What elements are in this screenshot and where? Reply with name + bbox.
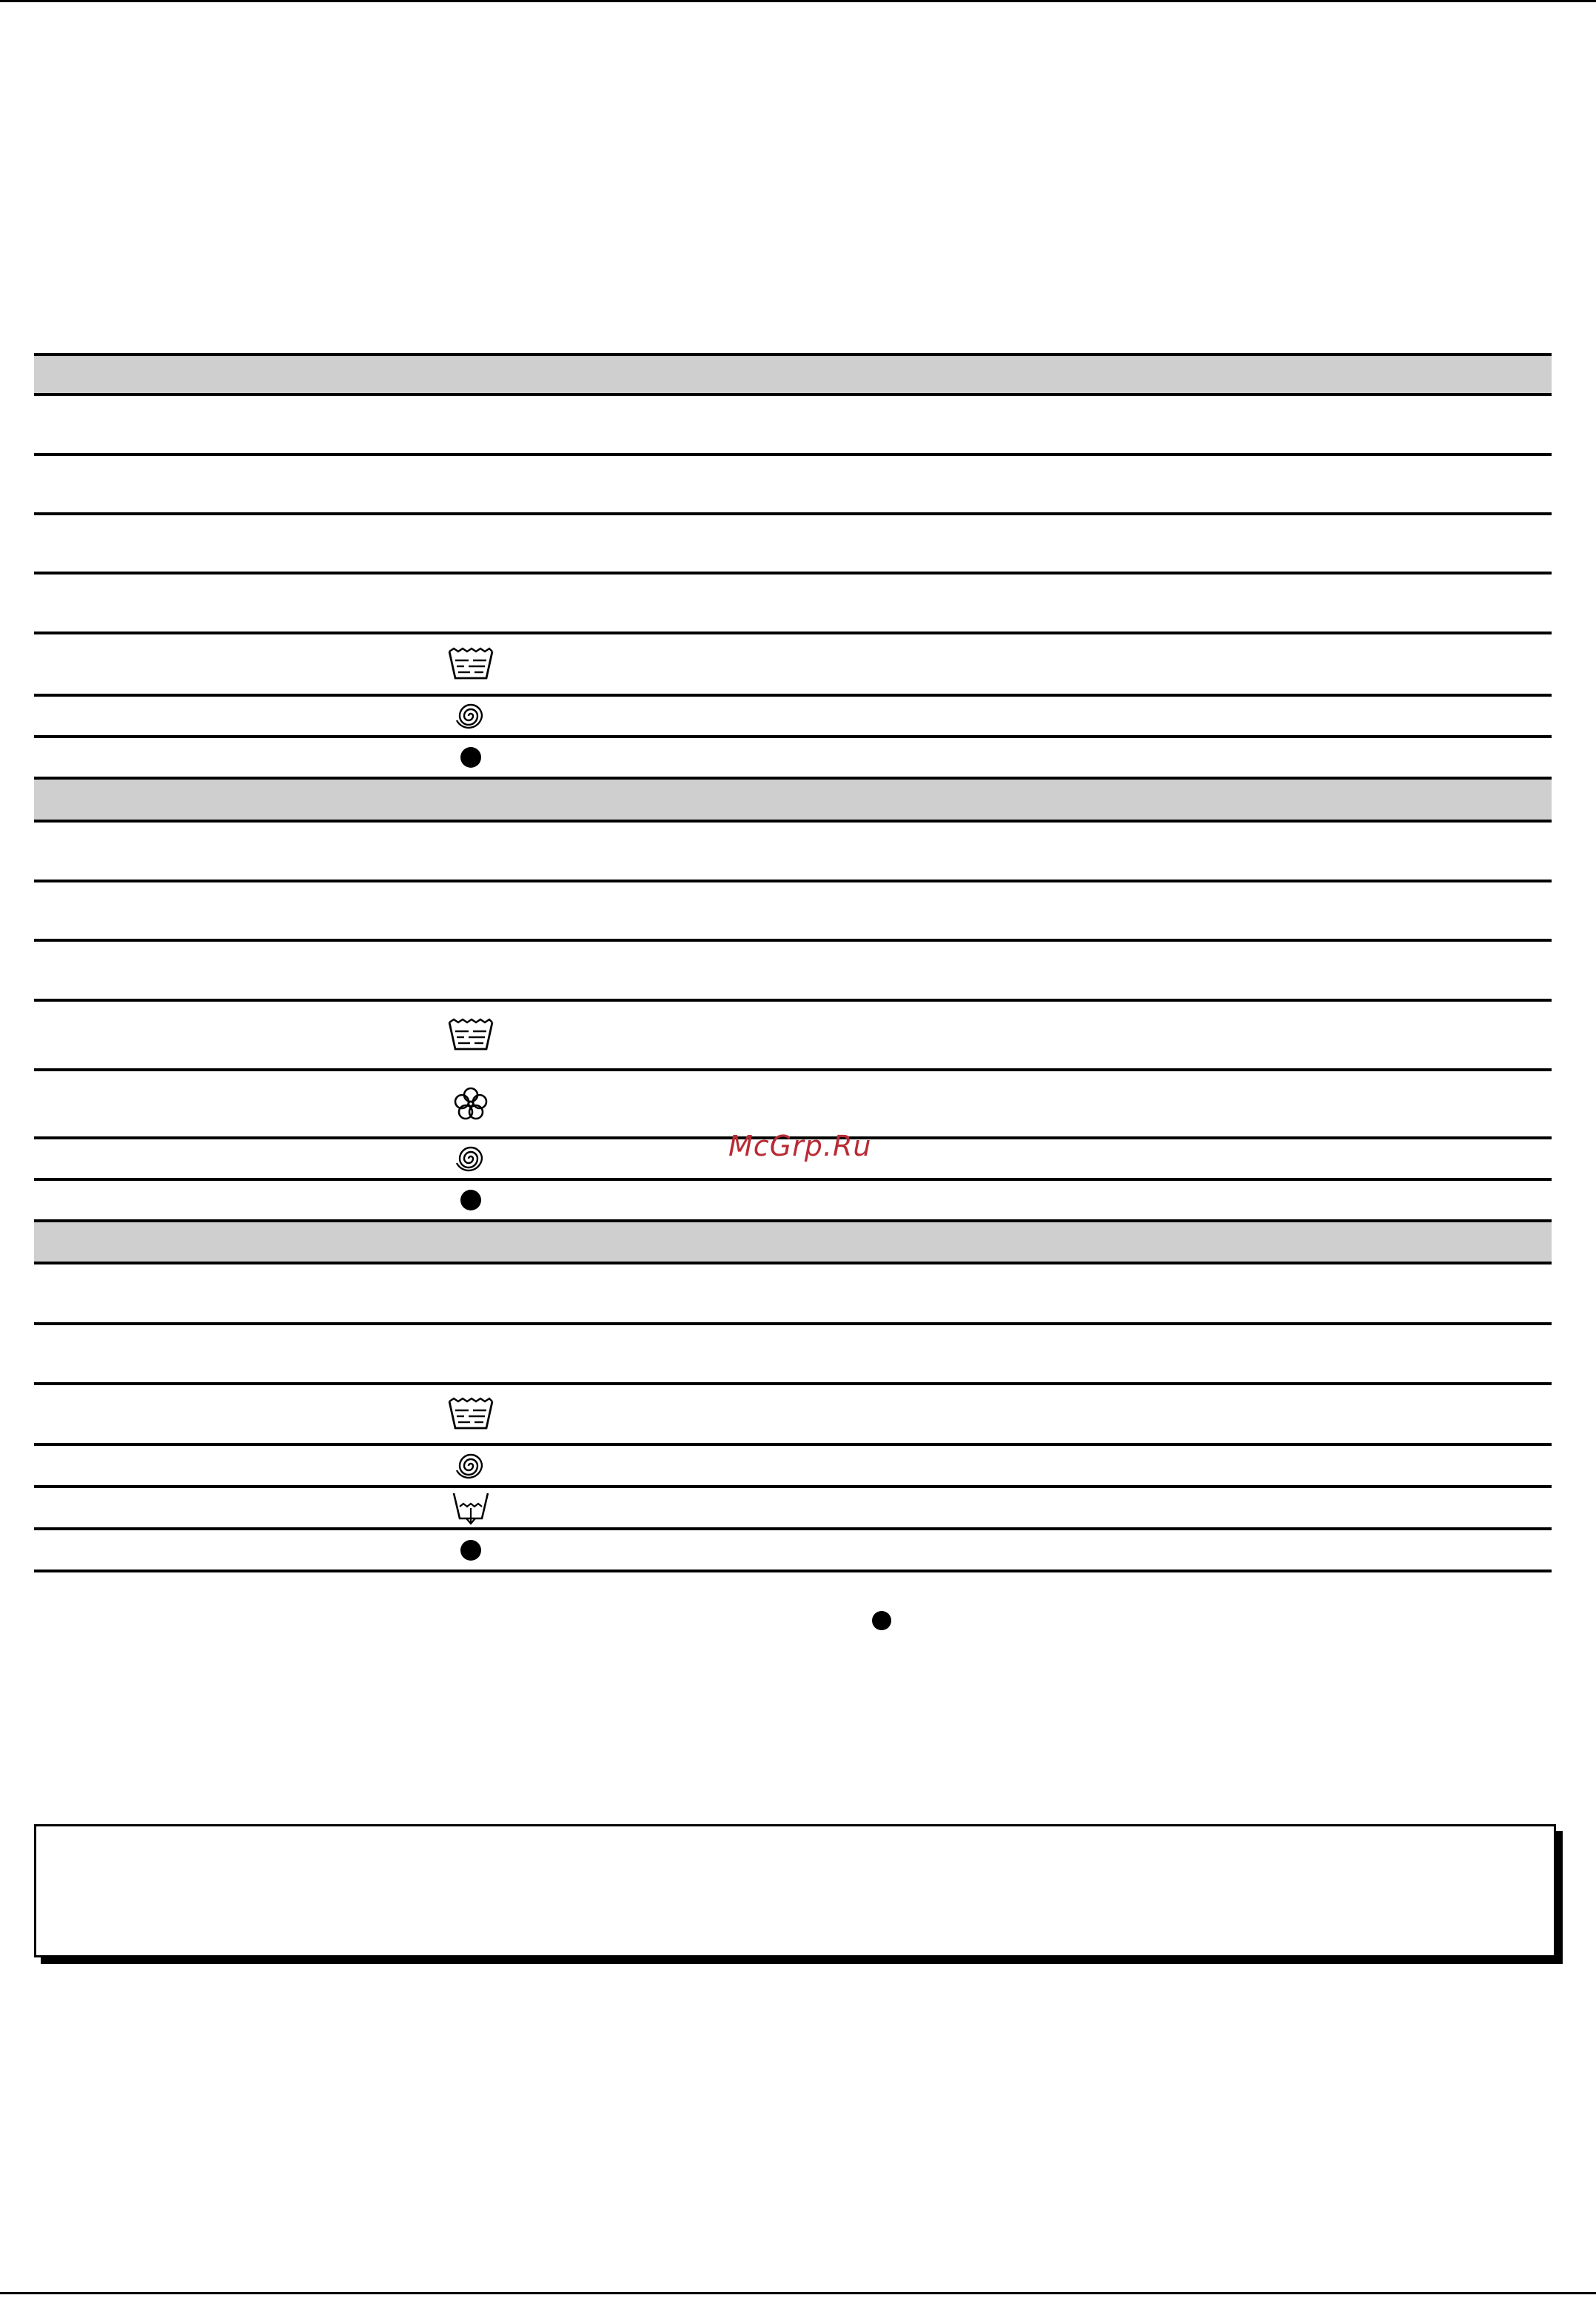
table-row: [34, 572, 1552, 632]
table-row: [34, 512, 1552, 572]
table-row: [34, 735, 1552, 777]
wash-tub-icon: [437, 1018, 504, 1052]
table-row: [34, 393, 1552, 453]
section-header-2: [34, 777, 1552, 820]
watermark: McGrp.Ru: [728, 1130, 872, 1162]
table-row: [34, 1068, 1552, 1136]
end-dot-icon: [437, 1190, 504, 1210]
footnote-dot-icon: [872, 1611, 891, 1630]
softener-flower-icon: [437, 1085, 504, 1122]
spin-icon: [437, 1142, 504, 1175]
spin-icon: [437, 1450, 504, 1482]
table-row: [34, 1485, 1552, 1527]
table-row: [34, 1527, 1552, 1572]
table-row: [34, 939, 1552, 999]
table-row: [34, 694, 1552, 735]
wash-tub-icon: [437, 647, 504, 681]
table-row: [34, 880, 1552, 939]
table-row: [34, 1262, 1552, 1322]
table-row: [34, 1382, 1552, 1443]
end-dot-icon: [437, 1540, 504, 1561]
section-header-3: [34, 1219, 1552, 1262]
table-row: [34, 1443, 1552, 1485]
table-row: [34, 1322, 1552, 1382]
programme-table: [34, 353, 1552, 1572]
end-dot-icon: [437, 747, 504, 768]
section-header-1: [34, 353, 1552, 393]
note-box: [34, 1824, 1556, 1957]
table-row: [34, 999, 1552, 1068]
bottom-rule: [0, 2292, 1596, 2294]
drain-icon: [437, 1490, 504, 1526]
wash-tub-icon: [437, 1397, 504, 1431]
table-row: [34, 632, 1552, 694]
top-rule: [0, 0, 1596, 2]
table-row: [34, 1178, 1552, 1219]
table-row: [34, 453, 1552, 512]
spin-icon: [437, 700, 504, 732]
table-row: [34, 820, 1552, 880]
